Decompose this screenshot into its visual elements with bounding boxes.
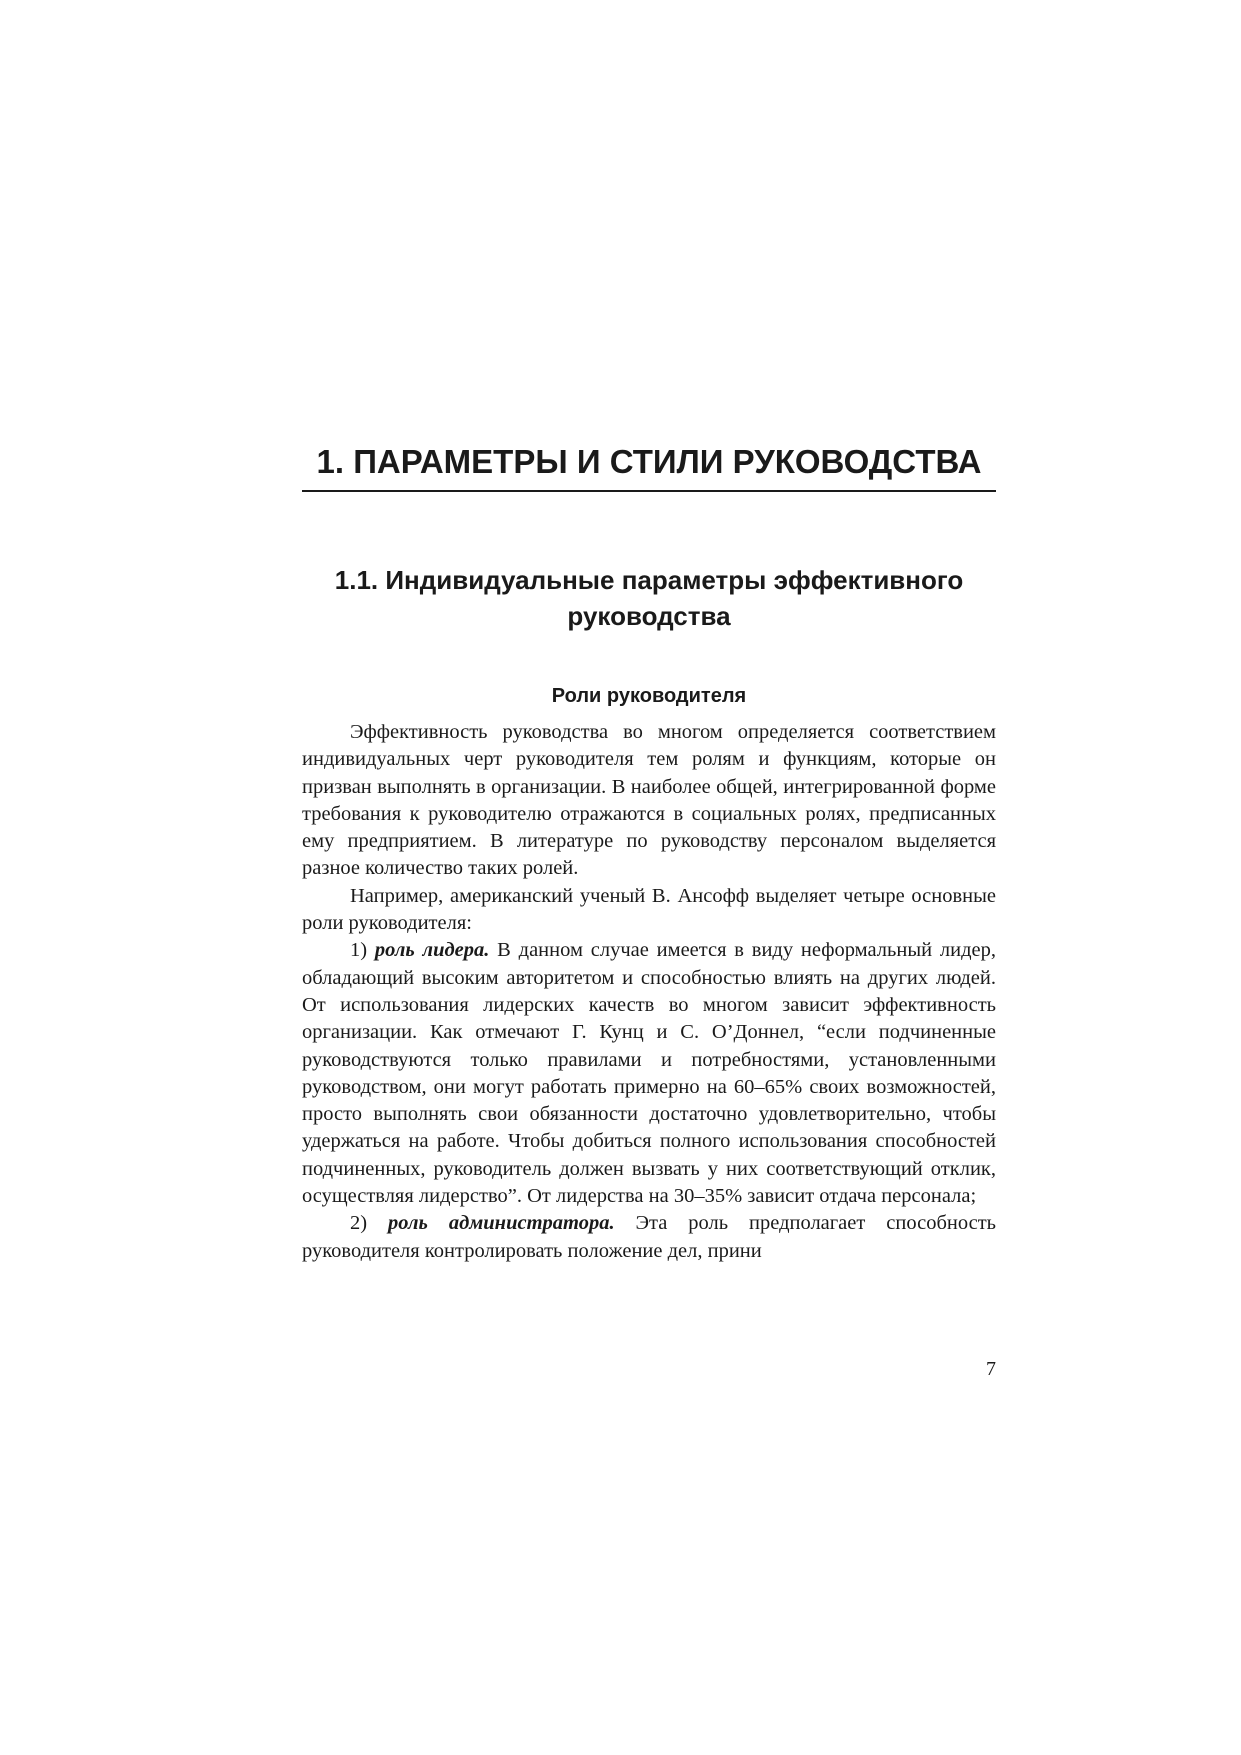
page-number: 7 bbox=[986, 1358, 996, 1380]
role-leader-term: роль лидера. bbox=[374, 939, 490, 962]
list-number: 1) bbox=[350, 939, 368, 962]
role-administrator-text: Эта роль предполагает способность руководителя контролировать положение дел, прини bbox=[302, 1212, 997, 1262]
list-number: 2) bbox=[350, 1212, 368, 1235]
role-administrator-term: роль администратора. bbox=[388, 1212, 615, 1235]
chapter-title: 1. ПАРАМЕТРЫ И СТИЛИ РУКОВОДСТВА bbox=[302, 440, 996, 492]
paragraph-1: Эффективность руководства во многом определяется соответствием индивидуальных черт руководителя тем ролям и функциям, которые он призван выполнять в организации. В наиболее общей, интегрированной форме требования к руководителю отражаются в социальных ролях, предписанных ему предприятием. В литературе по руководству персоналом выделяется разное количество таких ролей. bbox=[302, 721, 996, 880]
role-leader-text: В данном случае имеется в виду неформальный лидер, обладающий высоким авторитетом и способностью влиять на других людей. От использования лидерских качеств во многом зависит эффективность организации. Как отмечают Г. Кунц и С. О’Доннел, “если подчиненные руководствуются только правилами и потребностями, установленными руководством, они могут работать примерно на 60–65% своих возможностей, просто выполнять свои обязанности достаточно удовлетворительно, чтобы удержаться на работе. Чтобы добиться полного использования способностей подчиненных, руководитель должен вызвать у них соответствующий отклик, осуществляя лидерство”. От лидерства на 30–35% зависит отдача персонала; bbox=[302, 939, 996, 1208]
subsection-title: Роли руководителя bbox=[551, 685, 747, 707]
section-title: 1.1. Индивидуальные параметры эффективного руководства bbox=[334, 565, 964, 631]
paragraph-2: Например, американский ученый В. Ансофф выделяет четыре основные роли руководителя: bbox=[302, 884, 996, 935]
body-text bbox=[302, 719, 996, 1265]
page-content bbox=[302, 440, 996, 1265]
paragraph-role-administrator bbox=[302, 1210, 996, 1265]
paragraph-role-leader bbox=[302, 937, 996, 1210]
